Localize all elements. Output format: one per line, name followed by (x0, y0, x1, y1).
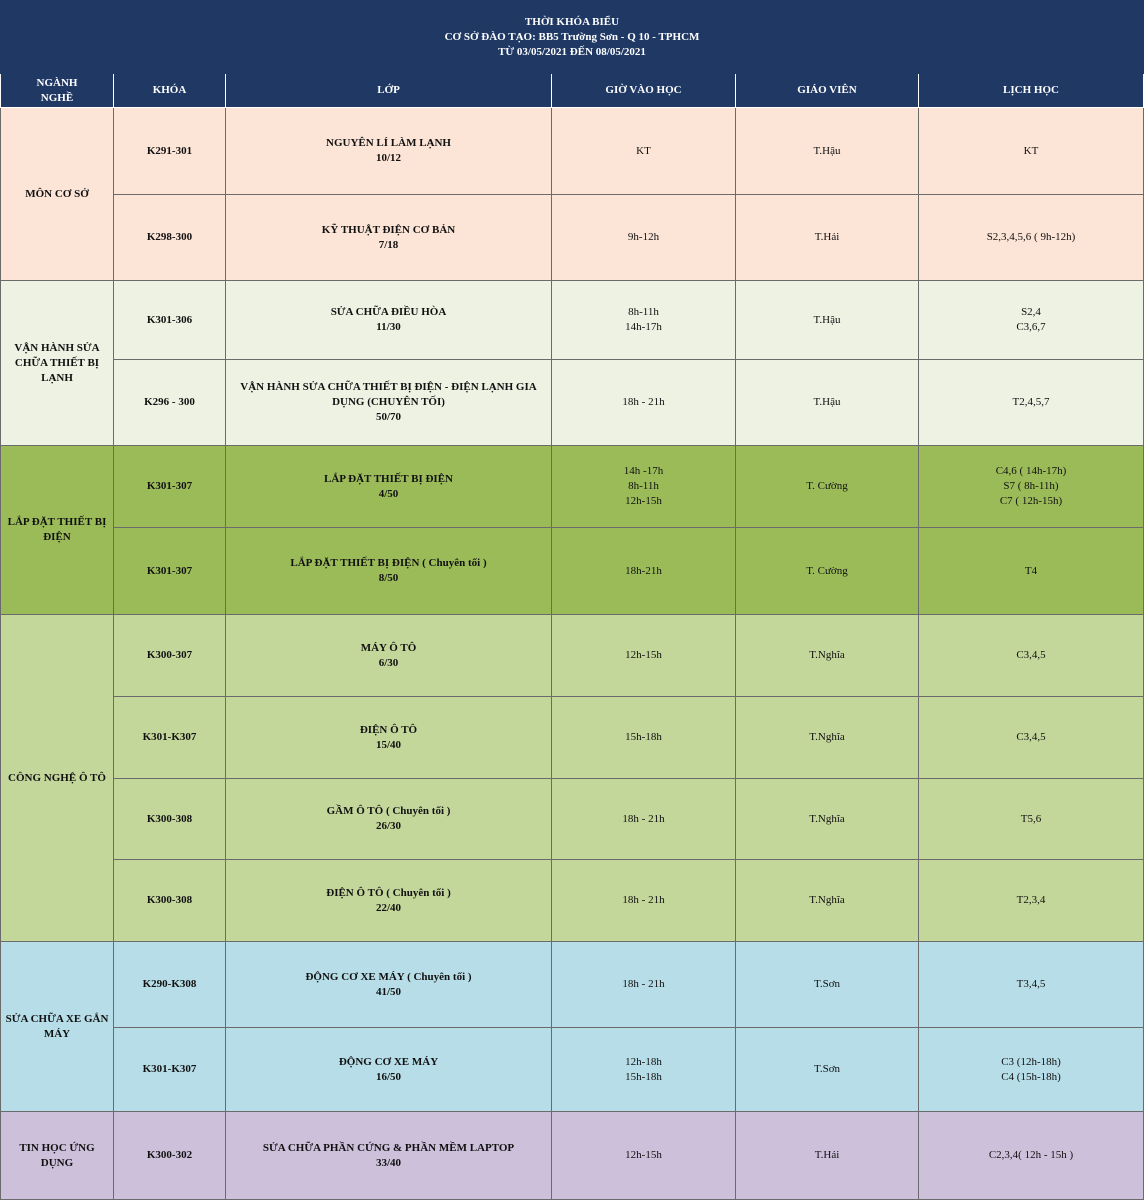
course-code-cell: K301-307 (114, 446, 226, 528)
schedule-cell: C3,4,5 (919, 697, 1144, 779)
table-row (1, 860, 1144, 942)
schedule-cell: S2,3,4,5,6 ( 9h-12h) (919, 195, 1144, 281)
schedule-cell: S2,4 C3,6,7 (919, 281, 1144, 360)
col-header-giao-vien: GIÁO VIÊN (736, 74, 919, 108)
group-name-cell: VẬN HÀNH SỬA CHỮA THIẾT BỊ LẠNH (1, 281, 114, 446)
class-name-cell: KỸ THUẬT ĐIỆN CƠ BẢN 7/18 (226, 195, 552, 281)
class-name-cell: LẮP ĐẶT THIẾT BỊ ĐIỆN ( Chuyên tối ) 8/50 (226, 528, 552, 615)
group-name-cell: TIN HỌC ỨNG DỤNG (1, 1112, 114, 1200)
teacher-cell: T. Cường (736, 446, 919, 528)
class-time-cell: 12h-18h 15h-18h (552, 1028, 736, 1112)
teacher-cell: T.Nghĩa (736, 779, 919, 860)
class-name-cell: SỬA CHỮA ĐIỀU HÒA 11/30 (226, 281, 552, 360)
class-name-cell: LẮP ĐẶT THIẾT BỊ ĐIỆN 4/50 (226, 446, 552, 528)
course-code-cell: K300-307 (114, 615, 226, 697)
class-name-cell: ĐIỆN Ô TÔ 15/40 (226, 697, 552, 779)
teacher-cell: T.Sơn (736, 1028, 919, 1112)
class-name-cell: ĐỘNG CƠ XE MÁY 16/50 (226, 1028, 552, 1112)
title-cell (1, 1, 1144, 74)
course-code-cell: K301-307 (114, 528, 226, 615)
class-name-cell: GẦM Ô TÔ ( Chuyên tối ) 26/30 (226, 779, 552, 860)
group-name-cell: LẮP ĐẶT THIẾT BỊ ĐIỆN (1, 446, 114, 615)
schedule-cell: C3 (12h-18h) C4 (15h-18h) (919, 1028, 1144, 1112)
schedule-cell: C4,6 ( 14h-17h) S7 ( 8h-11h) C7 ( 12h-15h) (919, 446, 1144, 528)
schedule-cell: C2,3,4( 12h - 15h ) (919, 1112, 1144, 1200)
course-code-cell: K300-308 (114, 860, 226, 942)
schedule-cell: T4 (919, 528, 1144, 615)
class-time-cell: 18h - 21h (552, 942, 736, 1028)
class-name-cell: ĐỘNG CƠ XE MÁY ( Chuyên tối ) 41/50 (226, 942, 552, 1028)
teacher-cell: T.Hậu (736, 281, 919, 360)
class-time-cell: 18h-21h (552, 528, 736, 615)
course-code-cell: K301-K307 (114, 1028, 226, 1112)
group-name-cell: MÔN CƠ SỞ (1, 108, 114, 281)
class-time-cell: KT (552, 108, 736, 195)
col-header-lop: LỚP (226, 74, 552, 108)
teacher-cell: T. Cường (736, 528, 919, 615)
table-row (1, 108, 1144, 195)
class-name-cell: MÁY Ô TÔ 6/30 (226, 615, 552, 697)
col-header-gio: GIỜ VÀO HỌC (552, 74, 736, 108)
class-time-cell: 18h - 21h (552, 779, 736, 860)
class-time-cell: 12h-15h (552, 615, 736, 697)
course-code-cell: K301-306 (114, 281, 226, 360)
teacher-cell: T.Nghĩa (736, 615, 919, 697)
table-row (1, 697, 1144, 779)
teacher-cell: T.Sơn (736, 942, 919, 1028)
class-time-cell: 14h -17h 8h-11h 12h-15h (552, 446, 736, 528)
schedule-cell: C3,4,5 (919, 615, 1144, 697)
course-code-cell: K300-308 (114, 779, 226, 860)
teacher-cell: T.Hải (736, 195, 919, 281)
timetable-title: THỜI KHÓA BIỂU (524, 15, 620, 28)
table-row (1, 779, 1144, 860)
course-code-cell: K296 - 300 (114, 360, 226, 446)
class-time-cell: 12h-15h (552, 1112, 736, 1200)
table-row (1, 942, 1144, 1028)
schedule-cell: T2,4,5,7 (919, 360, 1144, 446)
campus-line: CƠ SỞ ĐÀO TẠO: BB5 Trường Sơn - Q 10 - TPHCM (444, 30, 700, 43)
table-row (1, 360, 1144, 446)
class-name-cell: VẬN HÀNH SỬA CHỮA THIẾT BỊ ĐIỆN - ĐIỆN LẠNH GIA DỤNG (CHUYÊN TỐI) 50/70 (226, 360, 552, 446)
class-time-cell: 9h-12h (552, 195, 736, 281)
teacher-cell: T.Nghĩa (736, 860, 919, 942)
header-row (1, 74, 1144, 108)
teacher-cell: T.Hải (736, 1112, 919, 1200)
class-time-cell: 18h - 21h (552, 360, 736, 446)
class-name-cell: SỬA CHỮA PHẦN CỨNG & PHẦN MỀM LAPTOP 33/40 (226, 1112, 552, 1200)
class-name-cell: ĐIỆN Ô TÔ ( Chuyên tối ) 22/40 (226, 860, 552, 942)
class-time-cell: 18h - 21h (552, 860, 736, 942)
table-row (1, 615, 1144, 697)
title-row (1, 1, 1144, 74)
teacher-cell: T.Nghĩa (736, 697, 919, 779)
table-row (1, 1028, 1144, 1112)
teacher-cell: T.Hậu (736, 360, 919, 446)
table-row (1, 528, 1144, 615)
class-time-cell: 8h-11h 14h-17h (552, 281, 736, 360)
schedule-cell: KT (919, 108, 1144, 195)
course-code-cell: K301-K307 (114, 697, 226, 779)
group-name-cell: SỬA CHỮA XE GẮN MÁY (1, 942, 114, 1112)
table-row (1, 281, 1144, 360)
course-code-cell: K300-302 (114, 1112, 226, 1200)
table-row (1, 195, 1144, 281)
schedule-cell: T3,4,5 (919, 942, 1144, 1028)
group-name-cell: CÔNG NGHỆ Ô TÔ (1, 615, 114, 942)
teacher-cell: T.Hậu (736, 108, 919, 195)
table-row (1, 446, 1144, 528)
course-code-cell: K298-300 (114, 195, 226, 281)
schedule-cell: T5,6 (919, 779, 1144, 860)
table-row (1, 1112, 1144, 1200)
course-code-cell: K291-301 (114, 108, 226, 195)
col-header-nganh: NGÀNH NGHỀ (1, 74, 114, 108)
period-line: TỪ 03/05/2021 ĐẾN 08/05/2021 (498, 45, 646, 58)
class-name-cell: NGUYÊN LÍ LÀM LẠNH 10/12 (226, 108, 552, 195)
col-header-khoa: KHÓA (114, 74, 226, 108)
col-header-lich-hoc: LỊCH HỌC (919, 74, 1144, 108)
course-code-cell: K290-K308 (114, 942, 226, 1028)
class-time-cell: 15h-18h (552, 697, 736, 779)
schedule-cell: T2,3,4 (919, 860, 1144, 942)
